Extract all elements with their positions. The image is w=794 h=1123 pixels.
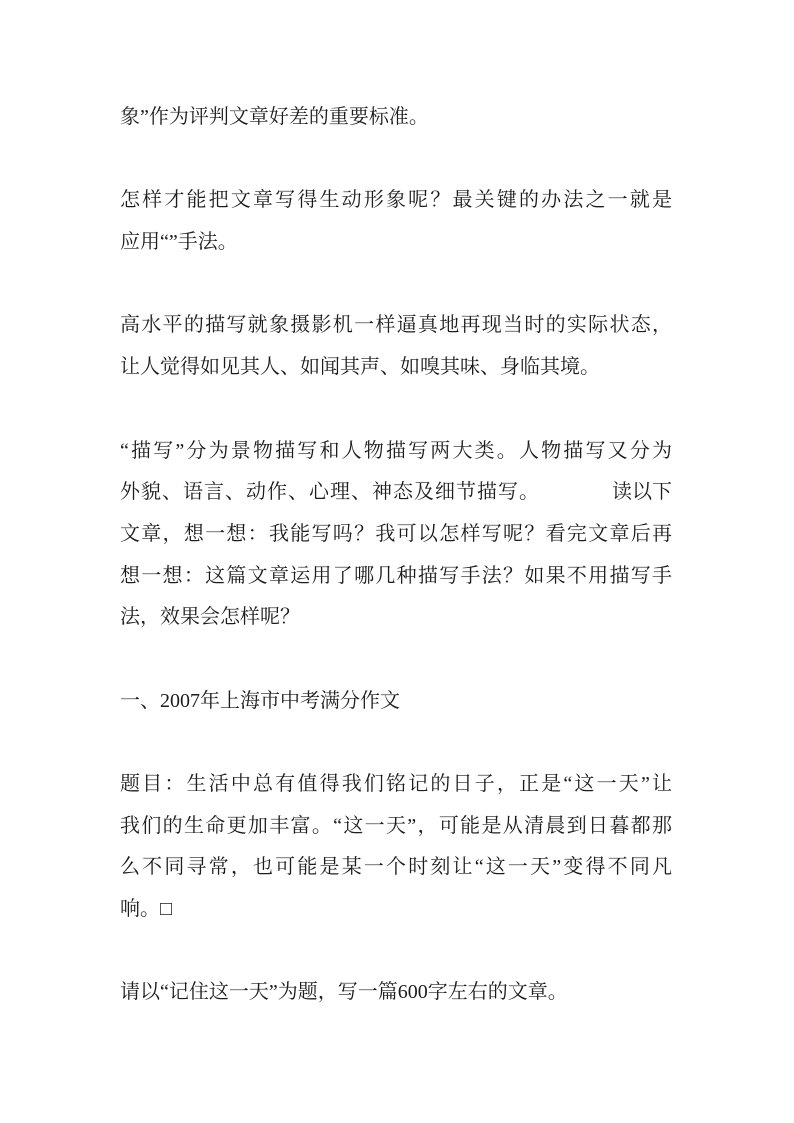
text-line: [120, 472, 672, 514]
text-line: 想一想：这篇文章运用了哪几种描写手法？如果不用描写手: [120, 564, 672, 587]
paragraph-essay-prompt: [120, 764, 672, 931]
text-line: 让人觉得如见其人、如闻其声、如嗅其味、身临其境。: [120, 356, 600, 379]
paragraph-description-quality: [120, 305, 672, 388]
text-line: 应用“”手法。: [120, 231, 238, 254]
text-line: 我们的生命更加丰富。“这一天”，可能是从清晨到日暮都那: [120, 814, 672, 837]
text-line: 法，效果会怎样呢？: [120, 606, 300, 629]
text-line: “描写”分为景物描写和人物描写两大类。人物描写又分为: [120, 439, 672, 462]
document-body: [120, 97, 672, 1056]
text-segment: 外貌、语言、动作、心理、神态及细节描写。: [120, 481, 540, 504]
text-line: 请以“记住这一天”为题，写一篇600字左右的文章。: [120, 981, 568, 1004]
text-line: 么不同寻常，也可能是某一个时刻让“这一天”变得不同凡: [120, 856, 672, 879]
text-line: 怎样才能把文章写得生动形象呢？最关键的办法之一就是: [120, 189, 672, 212]
paragraph-vivid-writing: [120, 180, 672, 263]
text-line: 响。□: [120, 898, 173, 921]
text-line: 题目：生活中总有值得我们铭记的日子，正是“这一天”让: [120, 773, 672, 795]
section-heading: 一、2007年上海市中考满分作文: [120, 689, 400, 712]
text-segment: 读以下: [612, 481, 672, 504]
text-line: 高水平的描写就象摄影机一样逼真地再现当时的实际状态，: [120, 314, 672, 337]
text-line: 文章，想一想：我能写吗？我可以怎样写呢？看完文章后再: [120, 522, 672, 545]
paragraph-continuation: [120, 97, 672, 139]
paragraph-essay-instruction: [120, 972, 672, 1014]
paragraph-description-types: [120, 431, 672, 639]
text-line: 象”作为评判文章好差的重要标准。: [120, 106, 429, 128]
section-heading-block: [120, 681, 672, 723]
